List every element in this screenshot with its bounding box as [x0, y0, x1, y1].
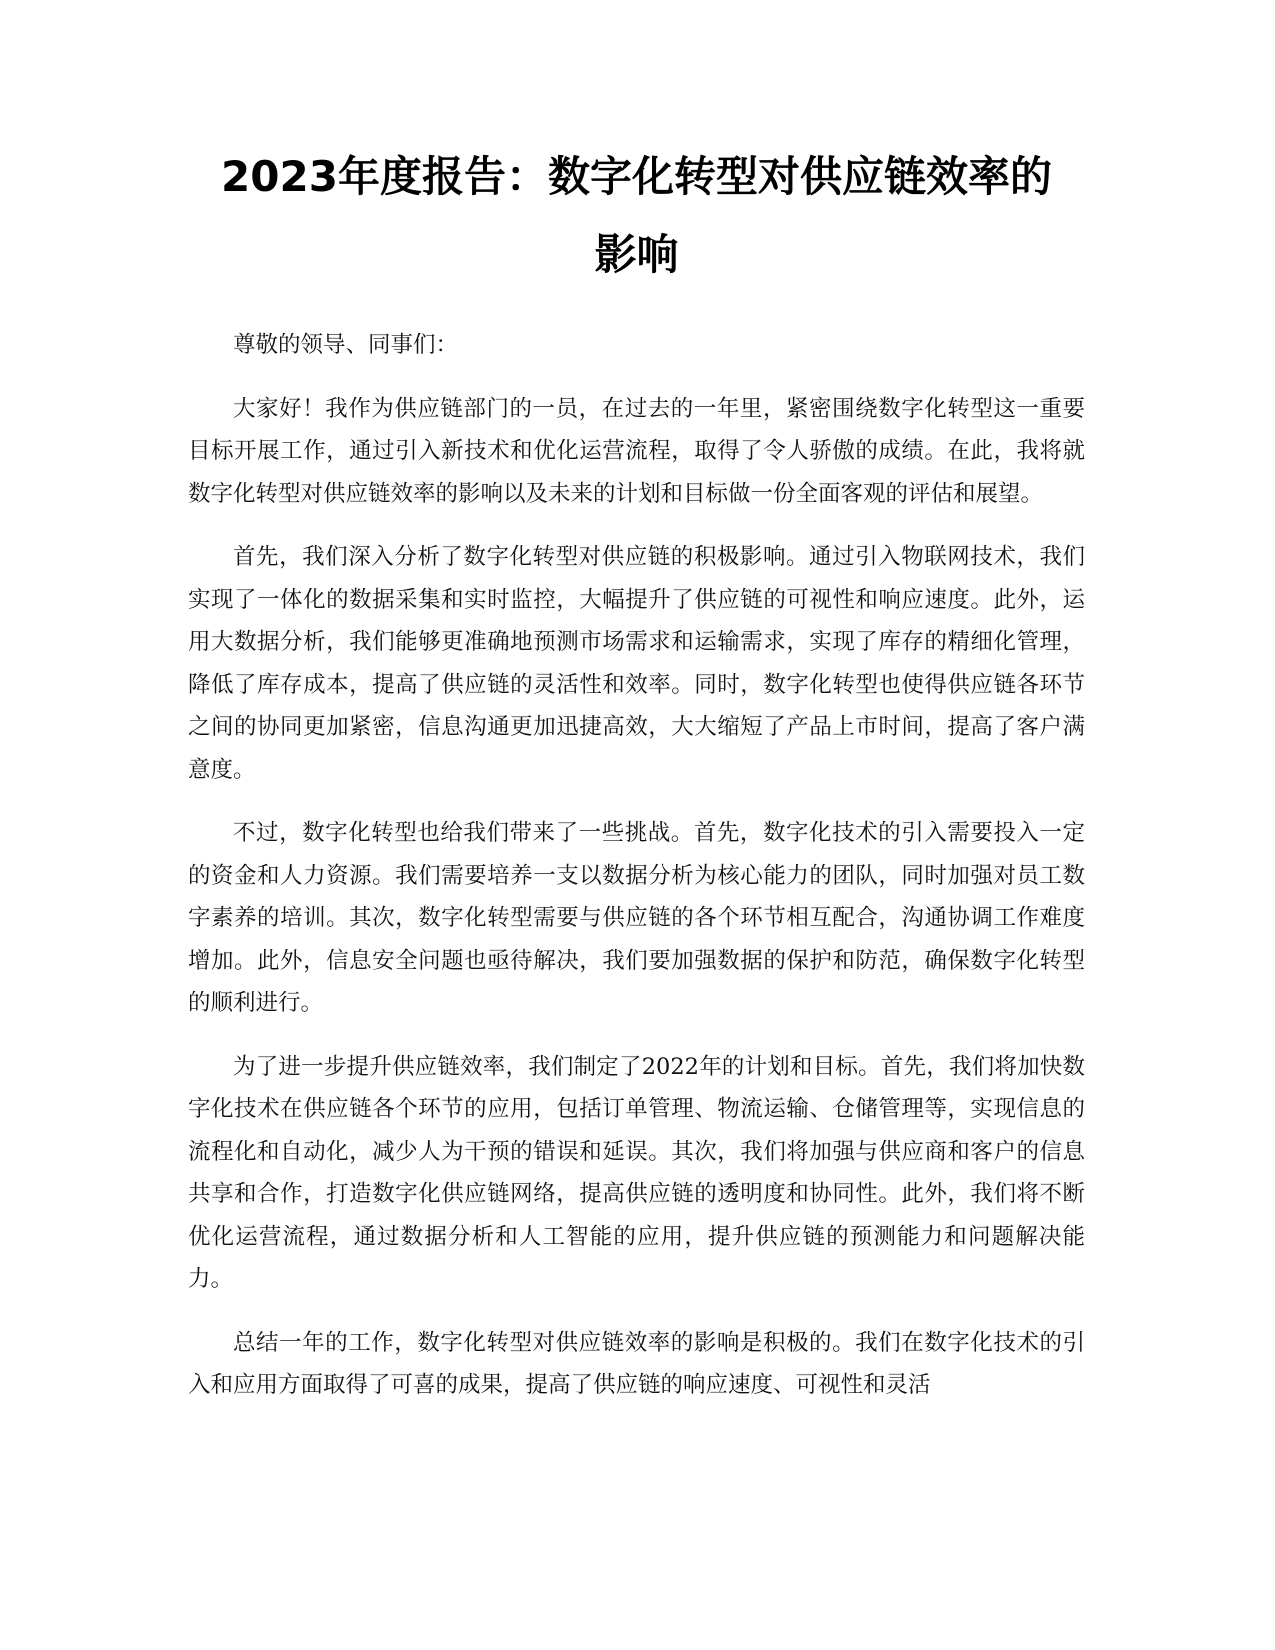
document-title: 2023年度报告：数字化转型对供应链效率的影响	[221, 152, 1052, 279]
paragraph-summary: 总结一年的工作，数字化转型对供应链效率的影响是积极的。我们在数字化技术的引入和应用方面取得了可喜的成果，提高了供应链的响应速度、可视性和灵活	[188, 1329, 1085, 1398]
paragraph-greeting: 尊敬的领导、同事们：	[233, 332, 459, 358]
paragraph-intro: 大家好！我作为供应链部门的一员，在过去的一年里，紧密围绕数字化转型这一重要目标开展工作，通过引入新技术和优化运营流程，取得了令人骄傲的成绩。在此，我将就数字化转型对供应链效率的影响以及未来的计划和目标做一份全面客观的评估和展望。	[188, 395, 1085, 507]
paragraph-challenges: 不过，数字化转型也给我们带来了一些挑战。首先，数字化技术的引入需要投入一定的资金和人力资源。我们需要培养一支以数据分析为核心能力的团队，同时加强对员工数字素养的培训。其次，数字化转型需要与供应链的各个环节相互配合，沟通协调工作难度增加。此外，信息安全问题也亟待解决，我们要加强数据的保护和防范，确保数字化转型的顺利进行。	[188, 820, 1085, 1016]
paragraph-plans: 为了进一步提升供应链效率，我们制定了2022年的计划和目标。首先，我们将加快数字化技术在供应链各个环节的应用，包括订单管理、物流运输、仓储管理等，实现信息的流程化和自动化，减少人为干预的错误和延误。其次，我们将加强与供应商和客户的信息共享和合作，打造数字化供应链网络，提高供应链的透明度和协同性。此外，我们将不断优化运营流程，通过数据分析和人工智能的应用，提升供应链的预测能力和问题解决能力。	[188, 1053, 1085, 1292]
paragraph-positive-impact: 首先，我们深入分析了数字化转型对供应链的积极影响。通过引入物联网技术，我们实现了一体化的数据采集和实时监控，大幅提升了供应链的可视性和响应速度。此外，运用大数据分析，我们能够更准确地预测市场需求和运输需求，实现了库存的精细化管理，降低了库存成本，提高了供应链的灵活性和效率。同时，数字化转型也使得供应链各环节之间的协同更加紧密，信息沟通更加迅捷高效，大大缩短了产品上市时间，提高了客户满意度。	[188, 544, 1085, 783]
